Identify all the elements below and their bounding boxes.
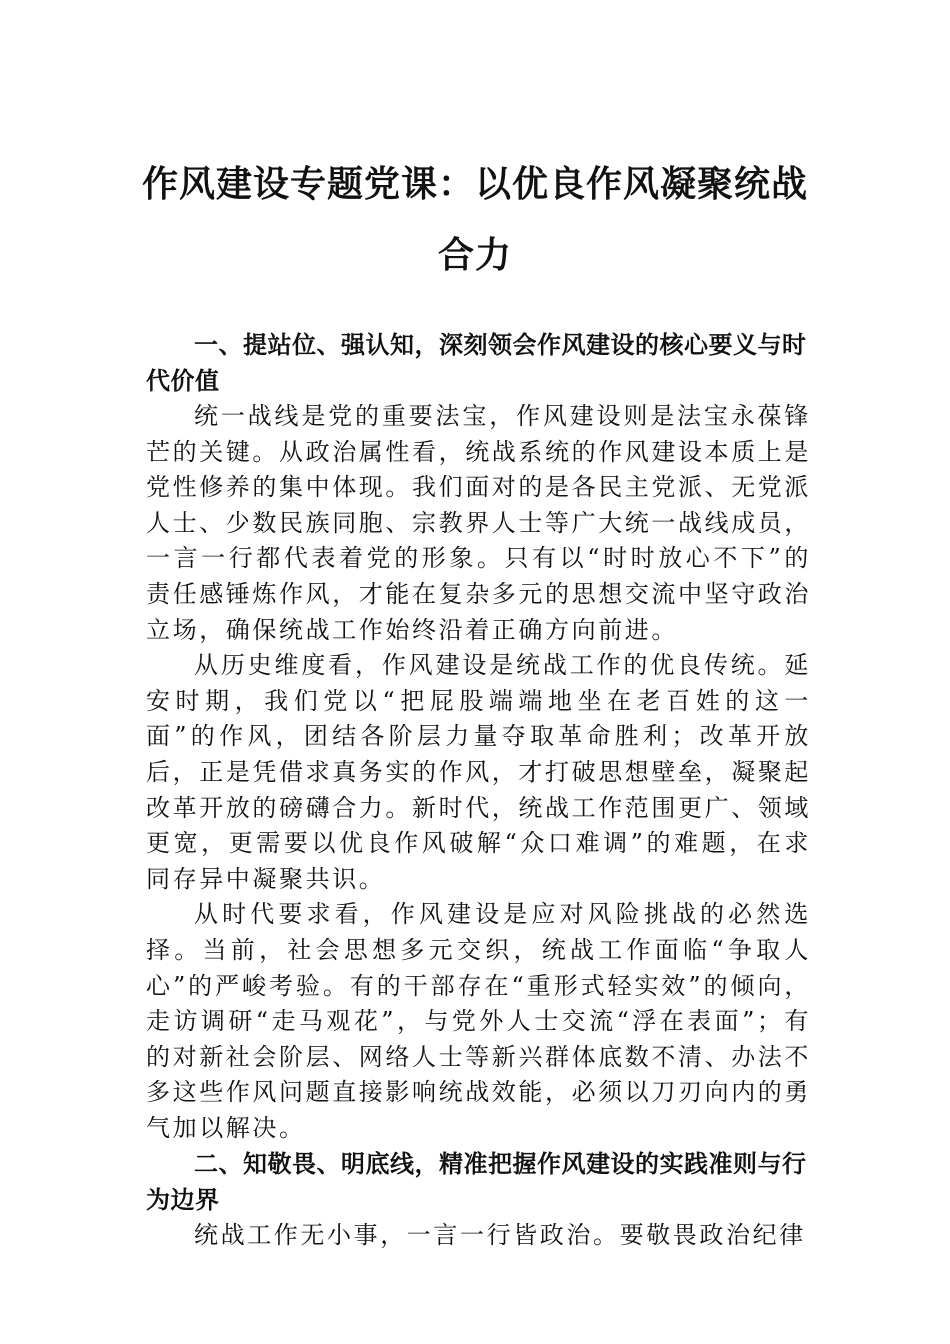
document-title-line-2: 合力 (437, 234, 512, 276)
document-title-line-1: 作风建设专题党课：以优良作风凝聚统战 (141, 163, 808, 205)
section-1-paragraph-2: 从历史维度看，作风建设是统战工作的优良传统。延安时期，我们党以“把屁股端端地坐在老百姓的这一面”的作风，团结各阶层力量夺取革命胜利；改革开放后，正是凭借求真务实的作风，才打破思想壁垒，凝聚起改革开放的磅礴合力。新时代，统战工作范围更广、领域更宽，更需要以优良作风破解“众口难调”的难题，在求同存异中凝聚共识。 (146, 651, 811, 893)
section-1-heading: 一、提站位、强认知，深刻领会作风建设的核心要义与时代价值 (146, 331, 807, 395)
section-2-paragraph-1: 统战工作无小事，一言一行皆政治。要敬畏政治纪律 (194, 1221, 806, 1250)
section-1-paragraph-3: 从时代要求看，作风建设是应对风险挑战的必然选择。当前，社会思想多元交织，统战工作面临“争取人心”的严峻考验。有的干部存在“重形式轻实效”的倾向，走访调研“走马观花”，与党外人士交流“浮在表面”；有的对新社会阶层、网络人士等新兴群体底数不清、办法不多这些作风问题直接影响统战效能，必须以刀刃向内的勇气加以解决。 (146, 900, 811, 1142)
section-2-heading: 二、知敬畏、明底线，精准把握作风建设的实践准则与行为边界 (146, 1150, 807, 1215)
section-1-paragraph-1: 统一战线是党的重要法宝，作风建设则是法宝永葆锋芒的关键。从政治属性看，统战系统的作风建设本质上是党性修养的集中体现。我们面对的是各民主党派、无党派人士、少数民族同胞、宗教界人士等广大统一战线成员，一言一行都代表着党的形象。只有以“时时放心不下”的责任感锤炼作风，才能在复杂多元的思想交流中坚守政治立场，确保统战工作始终沿着正确方向前进。 (146, 402, 811, 644)
document-body (146, 327, 811, 1254)
